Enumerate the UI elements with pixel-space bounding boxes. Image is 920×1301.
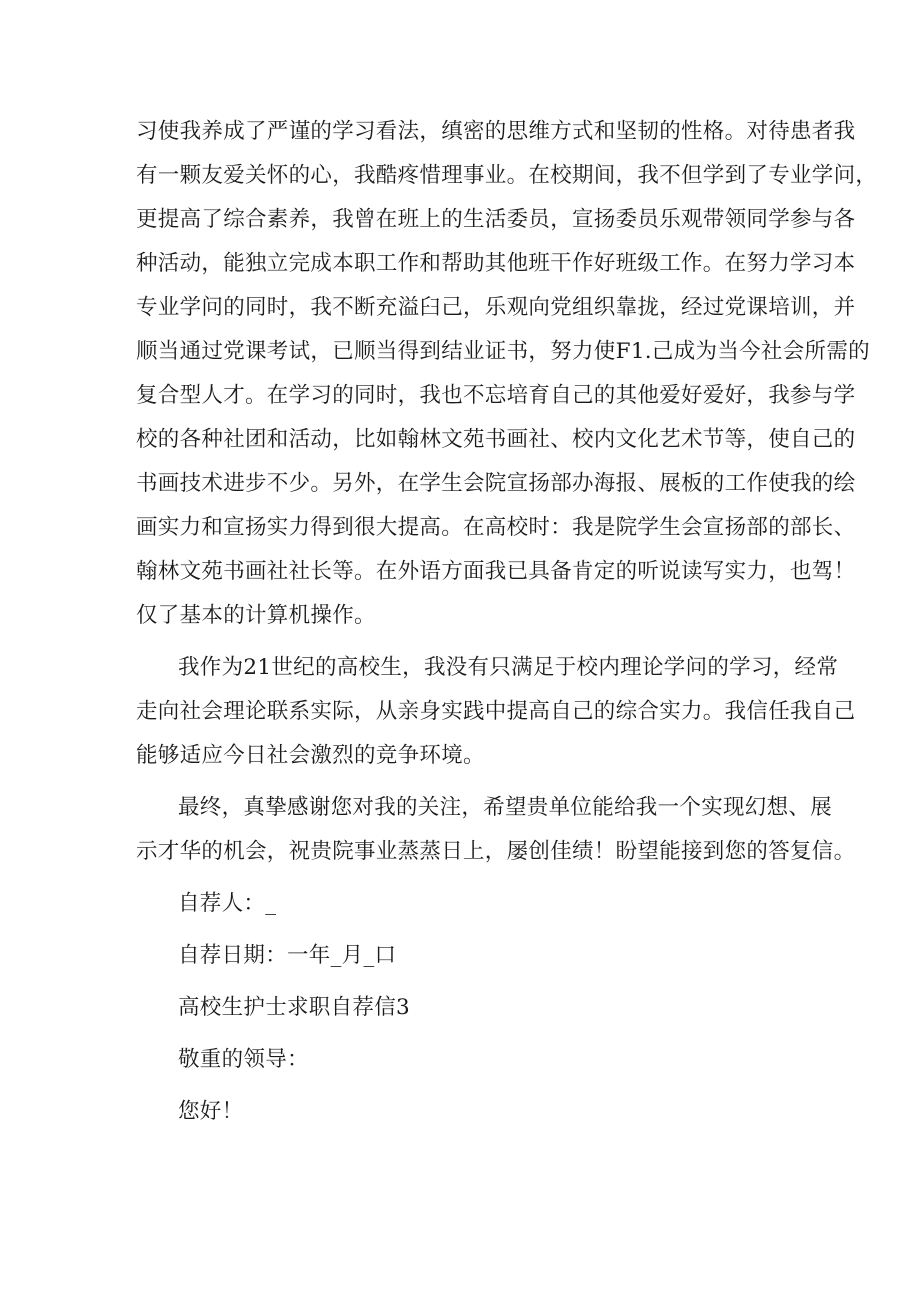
body-text-line: 示才华的机会，祝贵院事业蒸蒸日上，屡创佳绩！盼望能接到您的答复信。 <box>136 839 856 864</box>
body-text-line: 更提高了综合素养，我曾在班上的生活委员，宣扬委员乐观带领同学参与各 <box>136 207 856 232</box>
body-text-line: 最终，真挚感谢您对我的关注，希望贵单位能给我一个实现幻想、展 <box>178 795 833 820</box>
body-text-line: 顺当通过党课考试，已顺当得到结业证书，努力使F1.己成为当今社会所需的 <box>136 339 870 364</box>
date-line: 自荐日期：一年_月_口 <box>178 943 397 968</box>
body-text-line: 我作为21世纪的高校生，我没有只满足于校内理论学问的学习，经常 <box>178 655 839 680</box>
body-text-line: 仅了基本的计算机操作。 <box>136 603 376 628</box>
body-text-line: 种活动，能独立完成本职工作和帮助其他班干作好班级工作。在努力学习本 <box>136 251 856 276</box>
body-text-line: 翰林文苑书画社社长等。在外语方面我已具备肯定的听说读写实力，也驾！ <box>136 559 856 584</box>
greeting: 您好！ <box>178 1099 244 1124</box>
body-text-line: 画实力和宣扬实力得到很大提高。在高校时：我是院学生会宣扬部的部长、 <box>136 515 856 540</box>
salutation: 敬重的领导： <box>178 1047 309 1072</box>
body-text-line: 能够适应今日社会激烈的竞争环境。 <box>136 743 485 768</box>
body-text-line: 走向社会理论联系实际，从亲身实践中提高自己的综合实力。我信任我自己 <box>136 699 856 724</box>
body-text-line: 校的各种社团和活动，比如翰林文苑书画社、校内文化艺术节等，使自己的 <box>136 427 856 452</box>
section-title: 高校生护士求职自荐信3 <box>178 995 410 1020</box>
body-text-line: 专业学问的同时，我不断充溢臼己，乐观向党组织靠拢，经过党课培训，并 <box>136 295 856 320</box>
signature-line: 自荐人：_ <box>178 891 277 916</box>
body-text-line: 复合型人才。在学习的同时，我也不忘培育自己的其他爱好爱好，我参与学 <box>136 383 856 408</box>
body-text-line: 习使我养成了严谨的学习看法，缜密的思维方式和坚韧的性格。对待患者我 <box>136 119 856 144</box>
body-text-line: 书画技术进步不少。另外，在学生会院宣扬部办海报、展板的工作使我的绘 <box>136 471 856 496</box>
body-text-line: 有一颗友爱关怀的心，我酷疼惜理事业。在校期间，我不但学到了专业学问， <box>136 163 878 188</box>
